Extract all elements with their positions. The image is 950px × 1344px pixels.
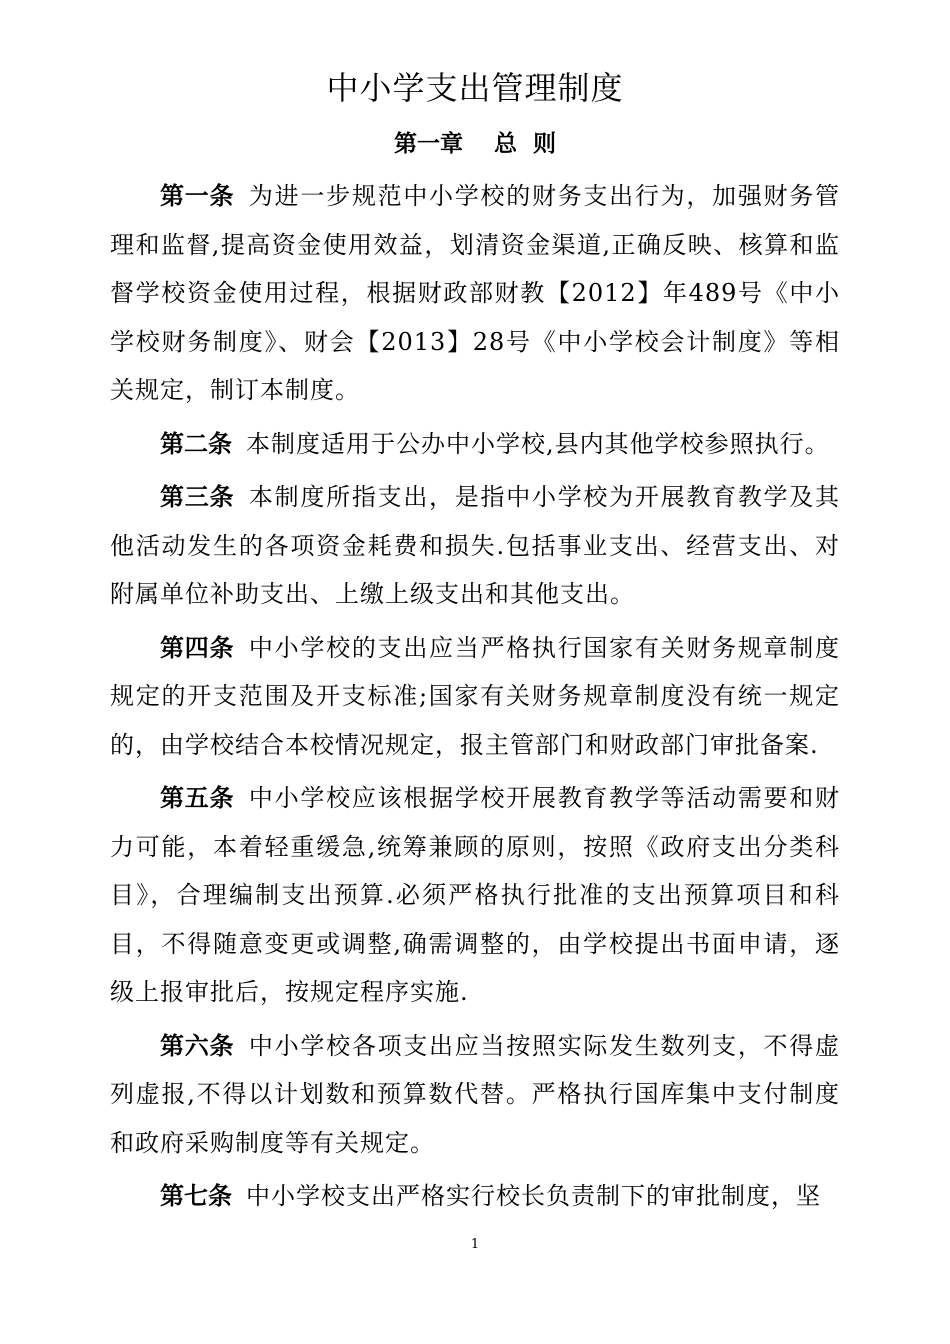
article-3	[110, 473, 840, 619]
article-1	[110, 172, 840, 415]
article-label: 第一条	[160, 181, 235, 210]
article-2	[110, 420, 840, 469]
article-5	[110, 774, 840, 1017]
article-text: 中小学校应该根据学校开展教育教学等活动需要和财力可能，本着轻重缓急,统筹兼顾的原则，按照《政府支出分类科目》，合理编制支出预算.必须严格执行批准的支出预算项目和科目，不得随意变更或调整,确需调整的，由学校提出书面申请，逐级上报审批后，按规定程序实施.	[110, 784, 841, 1006]
page-number: 1	[470, 1237, 480, 1252]
document-body	[110, 172, 840, 1226]
article-text: 为进一步规范中小学校的财务支出行为，加强财务管理和监督,提高资金使用效益，划清资金渠道,正确反映、核算和监督学校资金使用过程，根据财政部财教【2012】年489号《中小学校财务制度》、财会【2013】28号《中小学校会计制度》等相关规定，制订本制度。	[110, 182, 841, 404]
article-label: 第七条	[160, 1181, 232, 1210]
document-title: 中小学支出管理制度	[326, 69, 624, 107]
article-text: 中小学校各项支出应当按照实际发生数列支，不得虚列虚报,不得以计划数和预算数代替。严格执行国库集中支付制度和政府采购制度等有关规定。	[110, 1031, 841, 1157]
article-text: 中小学校的支出应当严格执行国家有关财务规章制度规定的开支范围及开支标准;国家有关财务规章制度没有统一规定的，由学校结合本校情况规定，报主管部门和财政部门审批备案.	[110, 633, 841, 759]
article-text: 中小学校支出严格实行校长负责制下的审批制度，坚	[246, 1182, 821, 1210]
article-text: 本制度适用于公办中小学校,县内其他学校参照执行。	[246, 429, 830, 458]
article-label: 第二条	[160, 428, 232, 458]
article-label: 第三条	[160, 482, 235, 511]
article-label: 第五条	[160, 783, 235, 812]
article-label: 第六条	[160, 1030, 235, 1060]
article-7	[110, 1172, 840, 1221]
article-text: 本制度所指支出，是指中小学校为开展教育教学及其他活动发生的各项资金耗费和损失.包括事业支出、经营支出、对附属单位补助支出、上缴上级支出和其他支出。	[110, 483, 841, 608]
article-4	[110, 624, 840, 770]
chapter-heading: 第一章 总 则	[393, 130, 557, 157]
article-label: 第四条	[160, 632, 235, 662]
article-6	[110, 1022, 840, 1168]
